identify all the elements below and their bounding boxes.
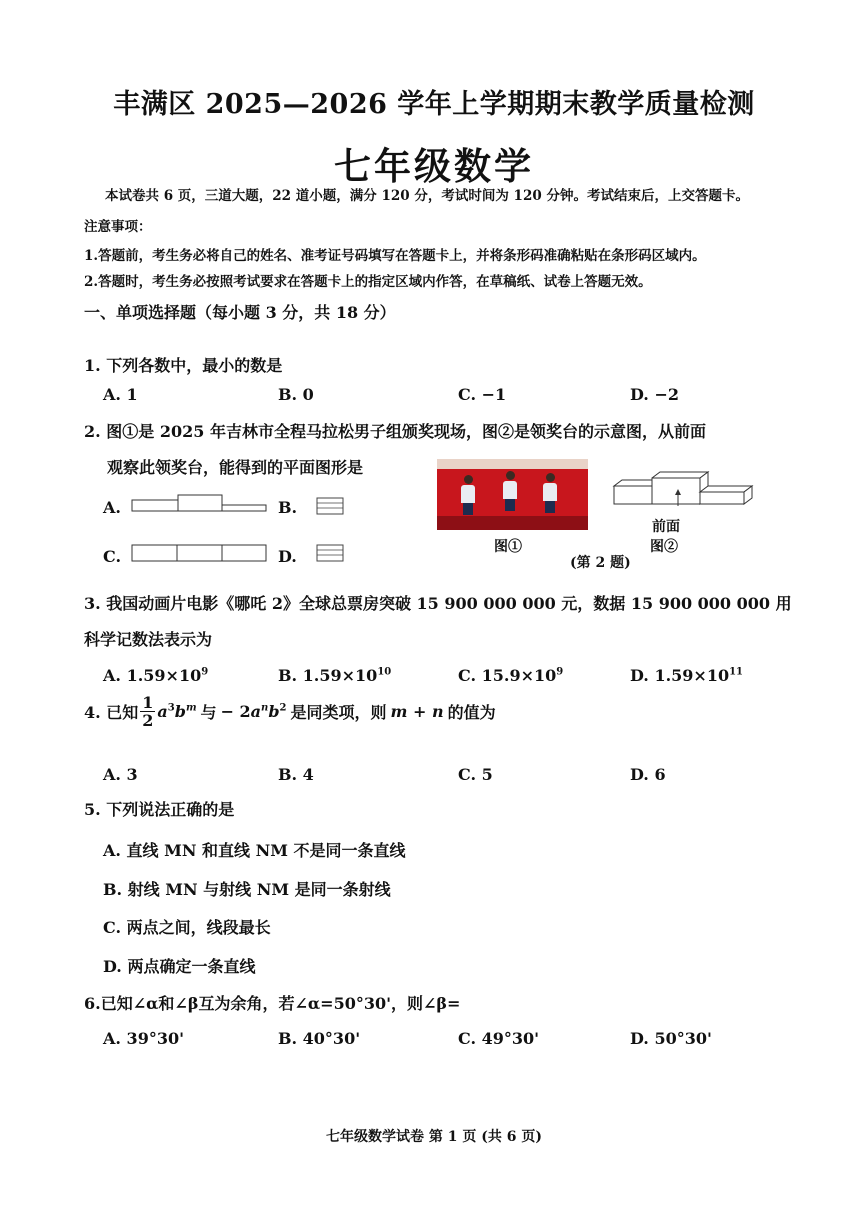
q2-option-c-figure — [130, 543, 270, 565]
q1-stem: 1. 下列各数中，最小的数是 — [84, 356, 283, 375]
q3-option-a — [103, 666, 208, 685]
q3-option-d — [630, 666, 743, 685]
q2-option-b-label: B. — [278, 498, 298, 517]
q4-connector: 与 — [200, 703, 217, 722]
q3-option-c-label: C. — [458, 666, 477, 685]
q4-term1-a: a — [157, 702, 168, 721]
q2-option-b-figure — [316, 497, 346, 517]
q3-option-d-exponent: 11 — [729, 666, 744, 678]
notes-title: 注意事项： — [84, 219, 152, 235]
q2-option-c-label: C. — [103, 547, 122, 566]
award-ceremony-photo — [437, 459, 588, 530]
q3-option-b-label: B. — [278, 666, 298, 685]
q2-option-a-figure — [130, 494, 270, 516]
q4-term1-b-exp: m — [185, 702, 197, 714]
exam-title: 丰满区 2025—2026 学年上学期期末教学质量检测 — [113, 89, 755, 120]
athlete-figure — [461, 475, 475, 515]
q5-option-c: C. 两点之间，线段最长 — [103, 918, 271, 937]
q3-option-c — [458, 666, 563, 685]
front-direction-label: 前面 — [652, 519, 680, 535]
q4-term2 — [221, 702, 287, 721]
podium-diagram — [608, 470, 758, 518]
q4-term2-a-exp: n — [261, 702, 269, 714]
q3-option-a-exponent: 9 — [201, 666, 209, 678]
fig2-caption: 图② — [650, 539, 678, 555]
athlete-figure — [503, 471, 517, 511]
q2-option-d-label: D. — [278, 547, 297, 566]
q3-option-b-exponent: 10 — [377, 666, 392, 678]
q6-option-c: C. 49°30' — [458, 1029, 540, 1048]
q3-option-d-mantissa: 1.59×10 — [654, 666, 730, 685]
q4-expression: m + n — [390, 702, 444, 721]
page-footer: 七年级数学试卷 第 1 页 (共 6 页) — [326, 1129, 542, 1145]
q2-figure-caption: (第 2 题) — [570, 555, 631, 571]
q3-option-c-exponent: 9 — [556, 666, 564, 678]
athlete-figure — [543, 473, 557, 513]
q4-term1 — [157, 702, 196, 721]
q6-option-b: B. 40°30' — [278, 1029, 361, 1048]
q5-option-a: A. 直线 MN 和直线 NM 不是同一条直线 — [103, 841, 406, 860]
q1-option-b: B. 0 — [278, 385, 314, 404]
q3-option-a-mantissa: 1.59×10 — [126, 666, 202, 685]
q4-option-c: C. 5 — [458, 765, 493, 784]
q4-option-d: D. 6 — [630, 765, 666, 784]
q4-term1-a-exp: 3 — [167, 702, 175, 714]
q3-stem-line1: 3. 我国动画片电影《哪吒 2》全球总票房突破 15 900 000 000 元，数据 15 900 000 000 用 — [84, 594, 792, 613]
q2-option-a-label: A. — [103, 498, 121, 517]
fig1-caption: 图① — [494, 539, 522, 555]
q4-fraction-numerator: 1 — [142, 693, 154, 712]
q4-fraction — [140, 694, 155, 729]
podium-stage — [437, 516, 588, 530]
q3-option-a-label: A. — [103, 666, 121, 685]
q4-term2-b-exp: 2 — [279, 702, 287, 714]
q5-option-b: B. 射线 MN 与射线 NM 是同一条射线 — [103, 880, 391, 899]
q3-option-b — [278, 666, 391, 685]
q4-option-b: B. 4 — [278, 765, 314, 784]
subject-title: 七年级数学 — [334, 144, 534, 188]
note-1: 1.答题前，考生务必将自己的姓名、准考证号码填写在答题卡上，并将条形码准确粘贴在条形码区域内。 — [84, 248, 706, 264]
q2-stem-line1: 2. 图①是 2025 年吉林市全程马拉松男子组颁奖现场，图②是领奖台的示意图，从前面 — [84, 422, 706, 441]
q4-suffix-2: 的值为 — [447, 703, 496, 722]
photo-banner — [437, 459, 588, 469]
q2-option-d-figure — [316, 544, 346, 564]
q1-option-c: C. −1 — [458, 385, 507, 404]
q4-term2-a: a — [250, 702, 262, 721]
q4-prefix: 4. 已知 — [84, 703, 139, 722]
q5-stem: 5. 下列说法正确的是 — [84, 800, 235, 819]
q6-option-d: D. 50°30' — [630, 1029, 712, 1048]
q3-option-d-label: D. — [630, 666, 649, 685]
q1-option-a: A. 1 — [103, 385, 138, 404]
q5-option-d: D. 两点确定一条直线 — [103, 957, 256, 976]
q6-stem: 6.已知∠α和∠β互为余角，若∠α=50°30'，则∠β= — [84, 994, 461, 1013]
note-2: 2.答题时，考生务必按照考试要求在答题卡上的指定区域内作答，在草稿纸、试卷上答题无效。 — [84, 274, 652, 290]
q1-option-d: D. −2 — [630, 385, 679, 404]
q4-option-a: A. 3 — [103, 765, 138, 784]
q4-stem — [84, 694, 496, 729]
q4-term2-b: b — [268, 702, 280, 721]
q4-term2-coef: − 2 — [220, 702, 251, 721]
q4-suffix: 是同类项，则 — [290, 703, 387, 722]
q2-stem-line2: 观察此领奖台，能得到的平面图形是 — [107, 458, 364, 477]
q4-term1-b: b — [174, 702, 186, 721]
q3-option-c-mantissa: 15.9×10 — [481, 666, 557, 685]
section-heading: 一、单项选择题（每小题 3 分，共 18 分） — [84, 303, 396, 322]
q3-option-b-mantissa: 1.59×10 — [302, 666, 378, 685]
q6-option-a: A. 39°30' — [103, 1029, 184, 1048]
q4-fraction-denominator: 2 — [142, 711, 154, 730]
q3-stem-line2: 科学记数法表示为 — [84, 630, 213, 649]
exam-intro: 本试卷共 6 页，三道大题，22 道小题，满分 120 分，考试时间为 120 分钟。考试结束后，上交答题卡。 — [105, 188, 749, 204]
